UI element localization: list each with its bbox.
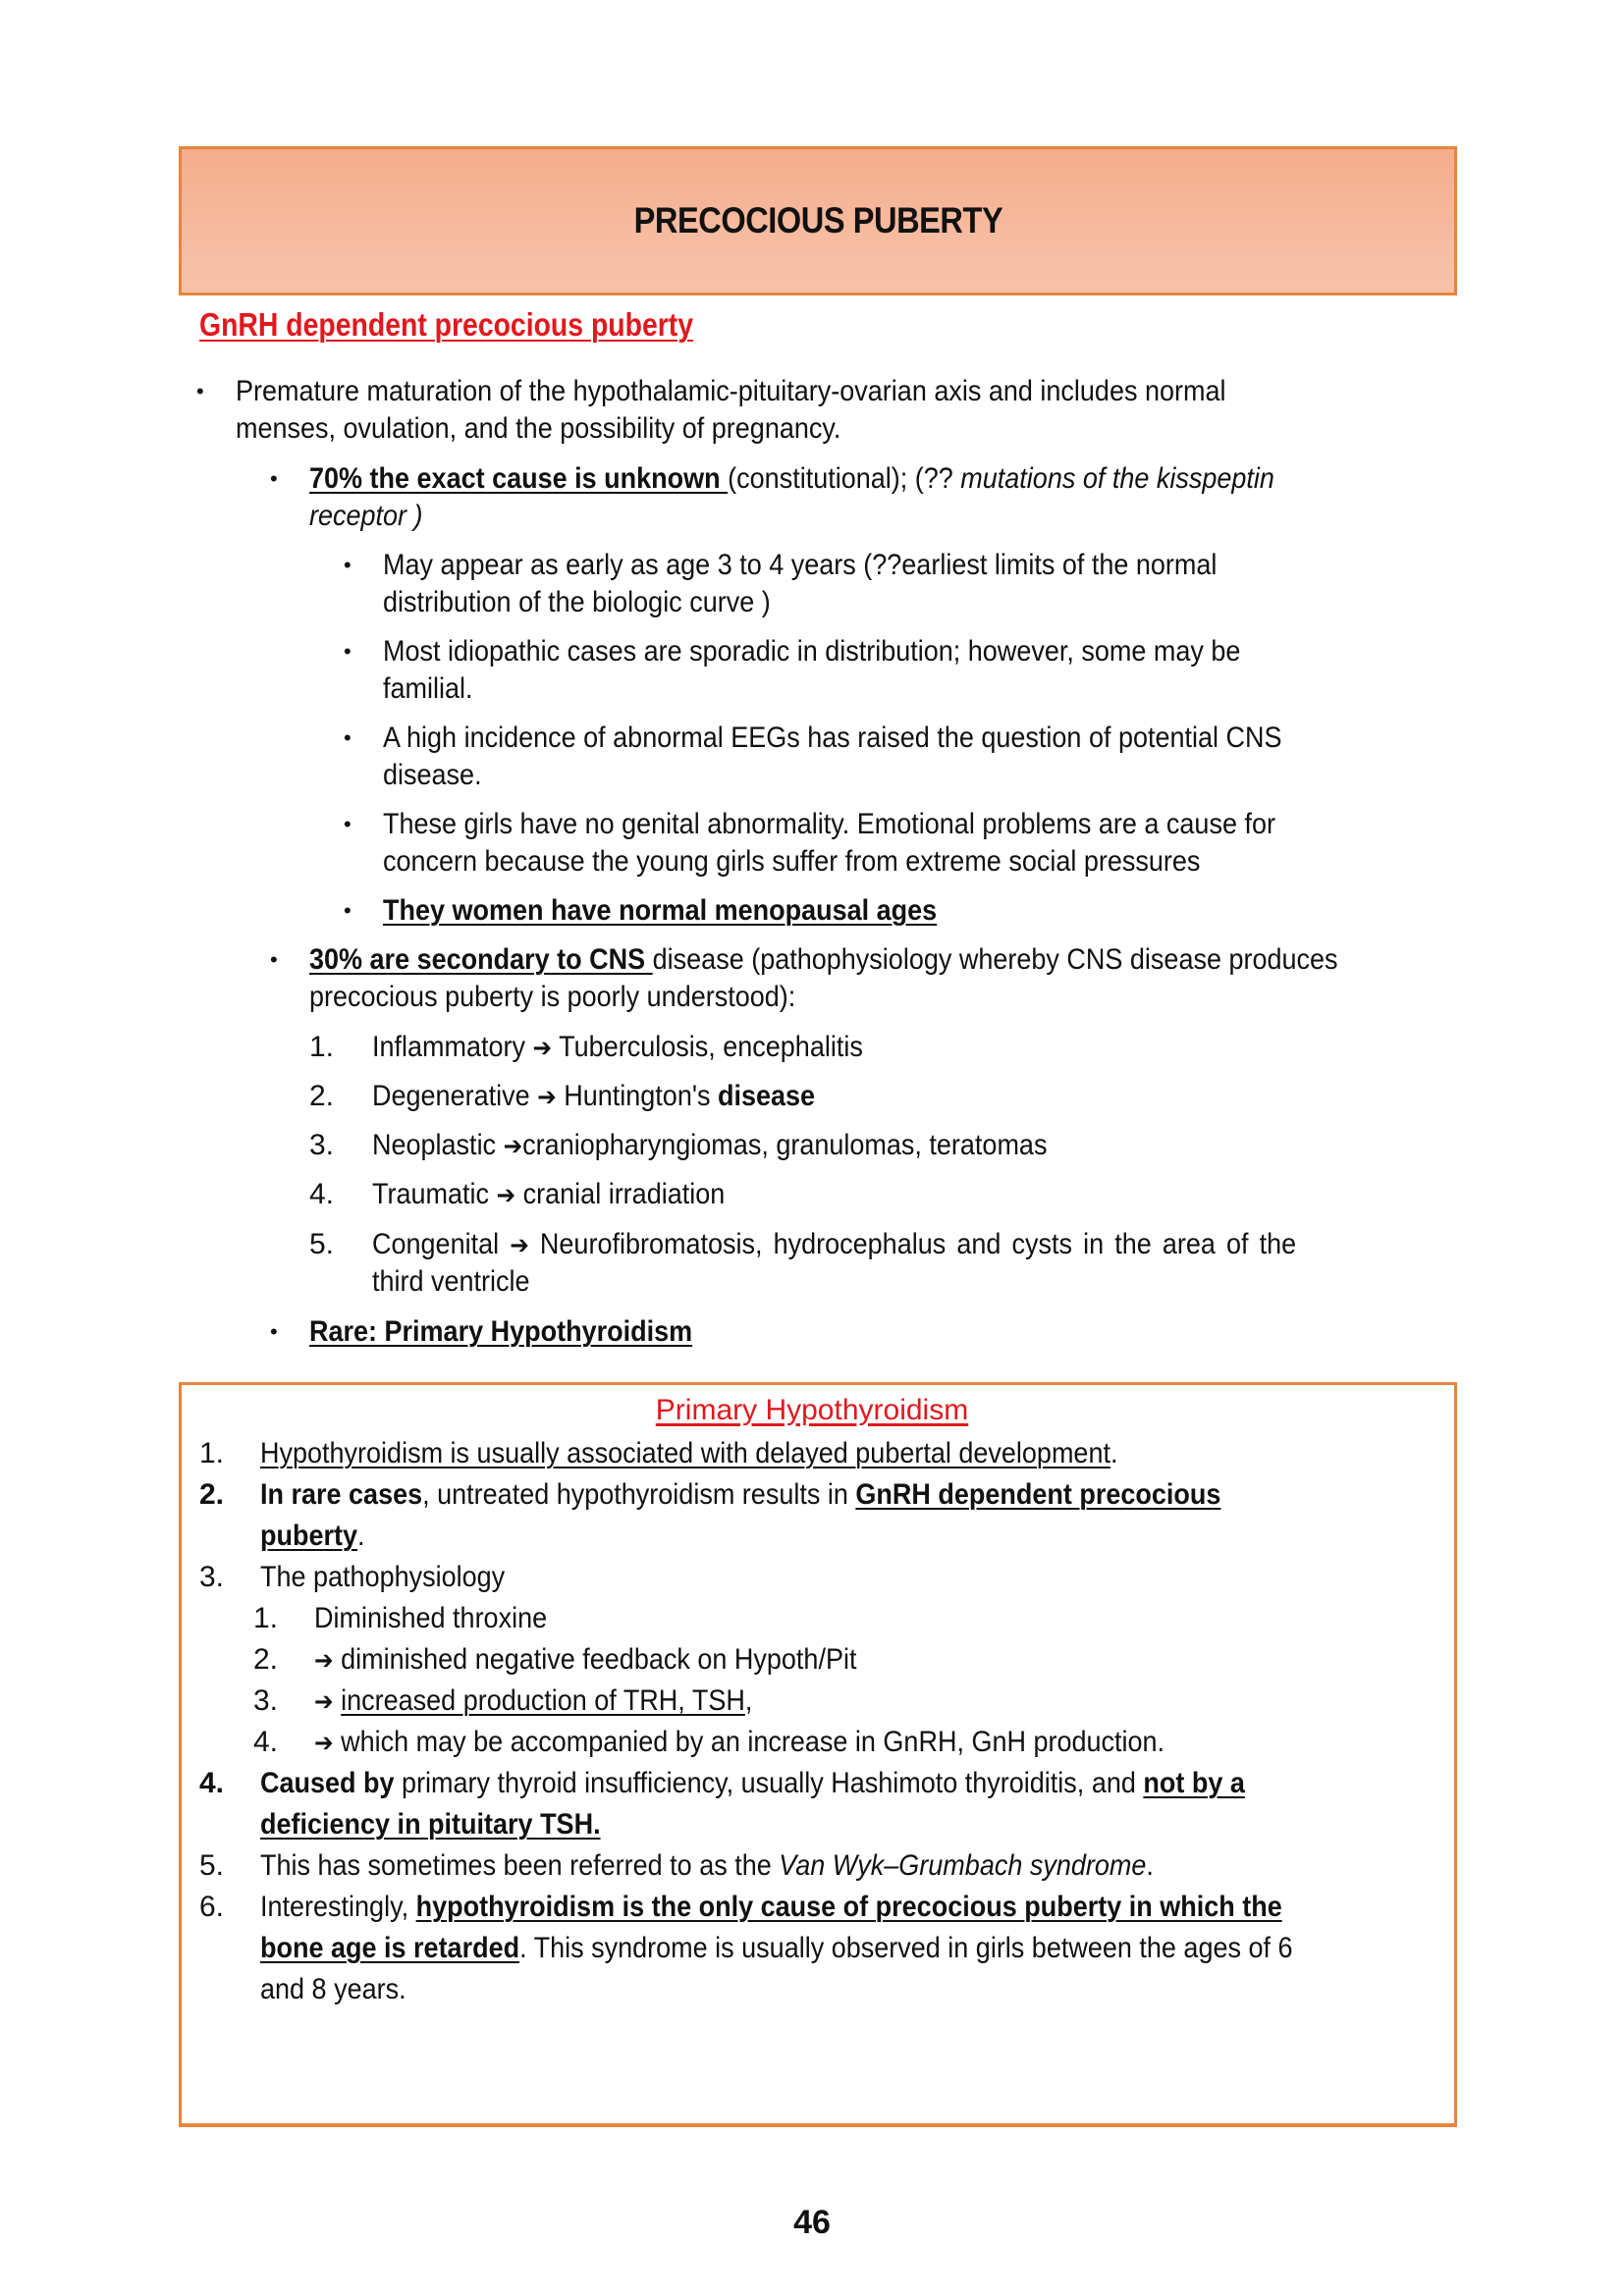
- bullet-constitutional: [270, 460, 1381, 535]
- item-bold-underlined: GnRH dependent precocious: [855, 1478, 1221, 1511]
- item-text: . This syndrome is usually observed in girls between the ages of 6: [519, 1932, 1293, 1964]
- sub-item: [253, 1600, 572, 1637]
- bullet-icon: •: [344, 639, 352, 664]
- item-text: primary thyroid insufficiency, usually Hashimoto thyroiditis, and: [394, 1767, 1144, 1799]
- cause-item: [309, 1176, 764, 1213]
- item-bold-underlined: not by a: [1143, 1767, 1245, 1799]
- arrow-right-icon: ➔: [503, 1131, 523, 1160]
- intro-line-1: Premature maturation of the hypothalamic-pituitary-ovarian axis and includes normal: [236, 375, 1226, 407]
- cns-emphasis: 30% are secondary to CNS: [309, 943, 653, 976]
- item-bold: Caused by: [260, 1767, 395, 1799]
- subpoint-line: disease.: [383, 759, 482, 791]
- sub-item-text: which may be accompanied by an increase in GnRH, GnH production.: [341, 1726, 1165, 1758]
- subpoint: [344, 633, 1335, 708]
- bullet-icon: •: [196, 379, 204, 403]
- item-number: 6.: [199, 1891, 225, 1923]
- arrow-right-icon: ➔: [537, 1082, 557, 1111]
- item-text: , untreated hypothyroidism results in: [422, 1478, 856, 1511]
- item-text: This has sometimes been referred to as the: [260, 1849, 780, 1882]
- section-heading: GnRH dependent precocious puberty: [199, 306, 694, 343]
- subpoint-line: concern because the young girls suffer from extreme social pressures: [383, 845, 1201, 878]
- cause-detail: Neurofibromatosis, hydrocephalus and cysts in the area of the: [528, 1228, 1297, 1260]
- box-title: Primary Hypothyroidism: [655, 1394, 969, 1426]
- cause-item: [309, 1127, 1122, 1164]
- sub-item-text: Diminished throxine: [314, 1602, 548, 1634]
- punctuation: .: [1110, 1437, 1118, 1469]
- bullet-intro: [196, 373, 1336, 448]
- subpoint-menopause: [344, 892, 999, 930]
- constitutional-text: (constitutional); (??: [728, 462, 961, 495]
- cns-text-2: precocious puberty is poorly understood):: [309, 981, 796, 1013]
- item-bold: In rare cases: [260, 1478, 423, 1511]
- box-item: [199, 1435, 1214, 1472]
- arrow-right-icon: ➔: [314, 1645, 334, 1675]
- item-number: 5.: [199, 1849, 225, 1882]
- syndrome-name: Van Wyk–Grumbach syndrome: [779, 1849, 1147, 1882]
- arrow-right-icon: ➔: [510, 1230, 529, 1259]
- cause-number: 4.: [309, 1178, 335, 1210]
- cause-category: Inflammatory: [372, 1031, 533, 1063]
- subpoint: [344, 547, 1310, 621]
- box-item: [199, 1765, 1354, 1843]
- item-bold-underlined: puberty: [260, 1520, 358, 1552]
- cause-number: 3.: [309, 1129, 335, 1161]
- bullet-icon: •: [270, 947, 278, 972]
- box-item: [199, 1559, 532, 1596]
- cause-category: Neoplastic: [372, 1129, 504, 1161]
- cns-text: disease (pathophysiology whereby CNS disease produces: [652, 943, 1338, 976]
- punctuation: .: [357, 1520, 365, 1552]
- box-item: [199, 1889, 1407, 2008]
- item-text: Interestingly,: [260, 1891, 416, 1923]
- bullet-icon: •: [344, 898, 352, 923]
- bullet-icon: •: [344, 812, 352, 836]
- sub-item-text: diminished negative feedback on Hypoth/Pit: [341, 1643, 857, 1676]
- cause-detail-2: third ventricle: [372, 1265, 530, 1298]
- cause-category: Congenital: [372, 1228, 511, 1260]
- cause-item: [309, 1226, 1399, 1301]
- cause-detail: Tuberculosis, encephalitis: [552, 1031, 863, 1063]
- cause-number: 1.: [309, 1031, 335, 1063]
- kisspeptin-text: mutations of the kisspeptin: [960, 462, 1274, 495]
- box-item: [199, 1476, 1327, 1555]
- subpoint-line: familial.: [383, 672, 473, 705]
- subpoint-line: distribution of the biologic curve ): [383, 586, 771, 618]
- sub-item-number: 1.: [253, 1602, 279, 1634]
- page-title: PRECOCIOUS PUBERTY: [633, 200, 1002, 240]
- cause-item: [309, 1029, 917, 1066]
- bullet-icon: •: [344, 725, 352, 750]
- cause-detail-bold: disease: [717, 1080, 816, 1112]
- item-text: and 8 years.: [260, 1973, 406, 2005]
- bullet-icon: •: [270, 1319, 278, 1344]
- bullet-cns: [270, 941, 1452, 1016]
- arrow-right-icon: ➔: [314, 1728, 334, 1757]
- item-bold-underlined: deficiency in pituitary TSH.: [260, 1808, 601, 1841]
- bullet-icon: •: [344, 553, 352, 577]
- subpoint: [344, 806, 1375, 881]
- sub-item-number: 2.: [253, 1643, 279, 1676]
- punctuation: .: [1146, 1849, 1154, 1882]
- kisspeptin-text-2: receptor ): [309, 500, 423, 532]
- cause-detail: Huntington's: [556, 1080, 718, 1112]
- item-number: 1.: [199, 1437, 225, 1469]
- bullet-icon: •: [270, 466, 278, 491]
- subpoint: [344, 720, 1381, 794]
- subpoint-line: May appear as early as age 3 to 4 years (??earliest limits of the normal: [383, 549, 1218, 581]
- sub-item-number: 3.: [253, 1684, 279, 1717]
- cause-item: [309, 1078, 864, 1115]
- sub-item-number: 4.: [253, 1726, 279, 1758]
- cause-number: 5.: [309, 1228, 335, 1260]
- cause-category: Degenerative: [372, 1080, 538, 1112]
- intro-line-2: menses, ovulation, and the possibility of pregnancy.: [236, 412, 841, 445]
- bullet-rare: [270, 1313, 734, 1351]
- item-text: Hypothyroidism is usually associated with delayed pubertal development: [260, 1437, 1110, 1469]
- box-item: [199, 1847, 1253, 1885]
- arrow-right-icon: ➔: [314, 1686, 334, 1716]
- item-text: The pathophysiology: [260, 1561, 506, 1593]
- constitutional-emphasis: 70% the exact cause is unknown: [309, 462, 729, 495]
- menopause-point: They women have normal menopausal ages: [383, 894, 938, 927]
- item-number: 2.: [199, 1478, 225, 1511]
- page-number: 46: [793, 2204, 831, 2241]
- item-bold-underlined: hypothyroidism is the only cause of precocious puberty in which the: [415, 1891, 1282, 1923]
- title-banner: [179, 146, 1457, 295]
- cause-detail: craniopharyngiomas, granulomas, teratomas: [522, 1129, 1048, 1161]
- subpoint-line: Most idiopathic cases are sporadic in distribution; however, some may be: [383, 635, 1241, 667]
- arrow-right-icon: ➔: [496, 1180, 516, 1209]
- arrow-right-icon: ➔: [532, 1033, 553, 1062]
- sub-item: [253, 1724, 1259, 1761]
- cause-category: Traumatic: [372, 1178, 497, 1210]
- item-number: 3.: [199, 1561, 225, 1593]
- item-bold-underlined: bone age is retarded: [260, 1932, 520, 1964]
- cause-number: 2.: [309, 1080, 335, 1112]
- sub-item-text: increased production of TRH, TSH: [341, 1684, 745, 1717]
- sub-item: [253, 1682, 801, 1720]
- item-number: 4.: [199, 1767, 225, 1799]
- cause-detail: cranial irradiation: [515, 1178, 726, 1210]
- punctuation: ,: [744, 1684, 753, 1717]
- subpoint-line: A high incidence of abnormal EEGs has raised the question of potential CNS: [383, 721, 1282, 754]
- sub-item: [253, 1641, 917, 1679]
- subpoint-line: These girls have no genital abnormality. Emotional problems are a cause for: [383, 808, 1275, 840]
- rare-cause: Rare: Primary Hypothyroidism: [309, 1315, 693, 1348]
